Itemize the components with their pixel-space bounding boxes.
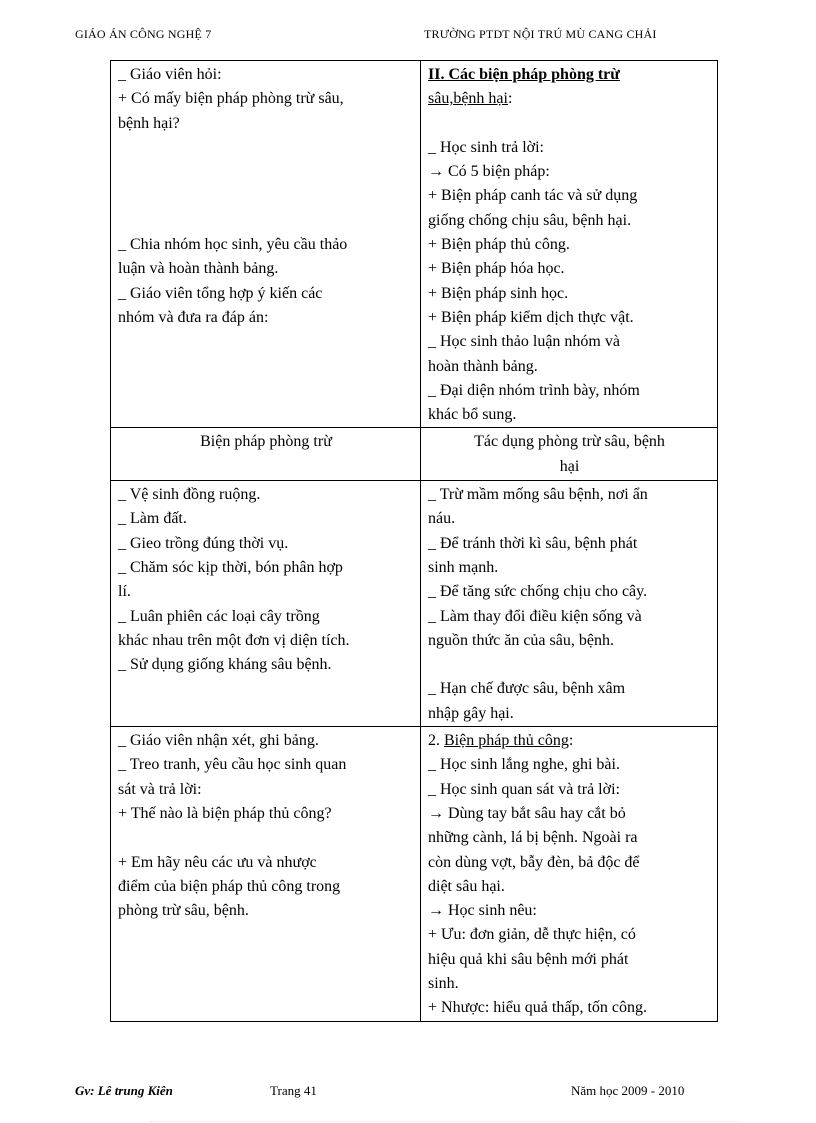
text-line: + Biện pháp thủ công. [428, 236, 570, 254]
teacher-activity-cell [111, 727, 421, 1022]
text-line: + Ưu: đơn giản, dễ thực hiện, có [428, 926, 636, 944]
text-line: + Biện pháp sinh học. [428, 284, 569, 302]
footer-teacher: Gv: Lê trung Kiên [75, 1083, 173, 1098]
text-line: _ Giáo viên hỏi: [118, 66, 222, 83]
teacher-activity-cell [111, 61, 421, 428]
measures-cell [111, 481, 421, 727]
text-line: khác bổ sung. [428, 406, 517, 424]
student-activity-list [428, 112, 711, 428]
blank-line [428, 112, 711, 136]
effects-title-cont: hại [559, 457, 580, 475]
text-line: diệt sâu hại. [428, 877, 505, 895]
text-line: _ Trừ mầm mống sâu bệnh, nơi ẩn [428, 486, 648, 504]
text-line: sát và trả lời: [118, 780, 202, 798]
text-line: + Biện pháp kiểm dịch thực vật. [428, 308, 634, 326]
text-line: những cành, lá bị bệnh. Ngoài ra [428, 829, 638, 847]
effects-list [428, 483, 711, 726]
blank-line [118, 826, 414, 850]
text-line: sinh. [428, 974, 459, 992]
text-line: + Nhược: hiểu quả thấp, tốn công. [428, 999, 647, 1017]
text-line: _ Hạn chế được sâu, bệnh xâm [428, 680, 626, 698]
student-activity-cell [421, 727, 718, 1022]
column-title-measures [111, 428, 421, 481]
text-line: _ Gieo trồng đúng thời vụ. [118, 534, 289, 552]
student-activity-cell [421, 61, 718, 428]
blank-line [118, 209, 414, 233]
text-line: sinh mạnh. [428, 558, 499, 576]
footer-page-number: Trang 41 [270, 1083, 317, 1098]
bottom-rule [150, 1121, 740, 1122]
text-line: _ Học sinh lắng nghe, ghi bài. [428, 756, 620, 774]
text-line: _ Chia nhóm học sinh, yêu cầu thảo [118, 236, 348, 254]
text-line: + Có mấy biện pháp phòng trừ sâu, [118, 90, 344, 108]
effects-title: Tác dụng phòng trừ sâu, bệnh [474, 433, 665, 451]
text-line: _ Sử dụng giống kháng sâu bệnh. [118, 656, 332, 674]
text-line: luận và hoàn thành bảng. [118, 260, 279, 278]
blank-line [118, 136, 414, 160]
text-line: hiệu quả khi sâu bệnh mới phát [428, 950, 629, 968]
text-line: _ Giáo viên nhận xét, ghi bảng. [118, 732, 319, 750]
text-line: hoàn thành bảng. [428, 357, 538, 375]
table-row [111, 61, 718, 428]
column-title-effects [421, 428, 718, 481]
text-line: _ Treo tranh, yêu cầu học sinh quan [118, 756, 347, 774]
blank-line [428, 653, 711, 677]
text-line: lí. [118, 583, 131, 601]
text-line: → Dùng tay bắt sâu hay cắt bỏ [428, 804, 626, 822]
text-line: + Biện pháp hóa học. [428, 260, 565, 278]
text-line: _ Làm đất. [118, 510, 187, 528]
text-line: _ Học sinh quan sát và trả lời: [428, 780, 620, 798]
text-line: + Em hãy nêu các ưu và nhược [118, 853, 317, 871]
text-line: _ Làm thay đổi điều kiện sống và [428, 607, 642, 625]
header-school: TRƯỜNG PTDT NỘI TRÚ MÙ CANG CHẢI [424, 27, 657, 41]
lesson-table [110, 60, 718, 1022]
text-line: _ Chăm sóc kịp thời, bón phân hợp [118, 558, 343, 576]
text-line: bệnh hại? [118, 114, 180, 132]
text-line: náu. [428, 510, 456, 528]
table-header-row [111, 428, 718, 481]
table-row [111, 727, 718, 1022]
section-heading: 2. Biện pháp thủ công: [428, 732, 574, 750]
measures-title: Biện pháp phòng trừ [200, 433, 332, 451]
text-line: _ Để tăng sức chống chịu cho cây. [428, 583, 648, 601]
section-heading-cont: sâu,bệnh hại: [428, 90, 513, 108]
blank-line [118, 184, 414, 208]
text-line: giống chống chịu sâu, bệnh hại. [428, 211, 632, 229]
teacher-activity-list [118, 63, 414, 330]
text-line: _ Luân phiên các loại cây trồng [118, 607, 320, 625]
text-line: → Học sinh nêu: [428, 902, 537, 920]
text-line: điểm của biện pháp thủ công trong [118, 877, 341, 895]
effects-cell [421, 481, 718, 727]
text-line: nguồn thức ăn của sâu, bệnh. [428, 631, 614, 649]
text-line: còn dùng vợt, bẫy đèn, bả độc để [428, 853, 640, 871]
blank-line [118, 160, 414, 184]
text-line: nhóm và đưa ra đáp án: [118, 308, 269, 326]
text-line: → Có 5 biện pháp: [428, 163, 550, 181]
text-line: _ Để tránh thời kì sâu, bệnh phát [428, 534, 638, 552]
text-line: phòng trừ sâu, bệnh. [118, 902, 249, 920]
section-heading: II. Các biện pháp phòng trừ [428, 66, 620, 83]
measures-list [118, 483, 414, 677]
text-line: khác nhau trên một đơn vị diện tích. [118, 631, 350, 649]
text-line: _ Đại diện nhóm trình bày, nhóm [428, 381, 640, 399]
header-subject: GIÁO ÁN CÔNG NGHỆ 7 [75, 27, 212, 41]
text-line: + Thế nào là biện pháp thủ công? [118, 804, 332, 822]
text-line: _ Học sinh thảo luận nhóm và [428, 333, 620, 351]
footer-school-year: Năm học 2009 - 2010 [571, 1083, 685, 1098]
table-row [111, 481, 718, 727]
text-line: _ Vệ sinh đồng ruộng. [118, 486, 261, 504]
text-line: _ Giáo viên tổng hợp ý kiến các [118, 284, 323, 302]
text-line: _ Học sinh trả lời: [428, 138, 544, 156]
student-activity-list [428, 753, 711, 1020]
teacher-activity-list [118, 729, 414, 923]
text-line: nhập gây hại. [428, 704, 514, 722]
text-line: + Biện pháp canh tác và sử dụng [428, 187, 638, 205]
